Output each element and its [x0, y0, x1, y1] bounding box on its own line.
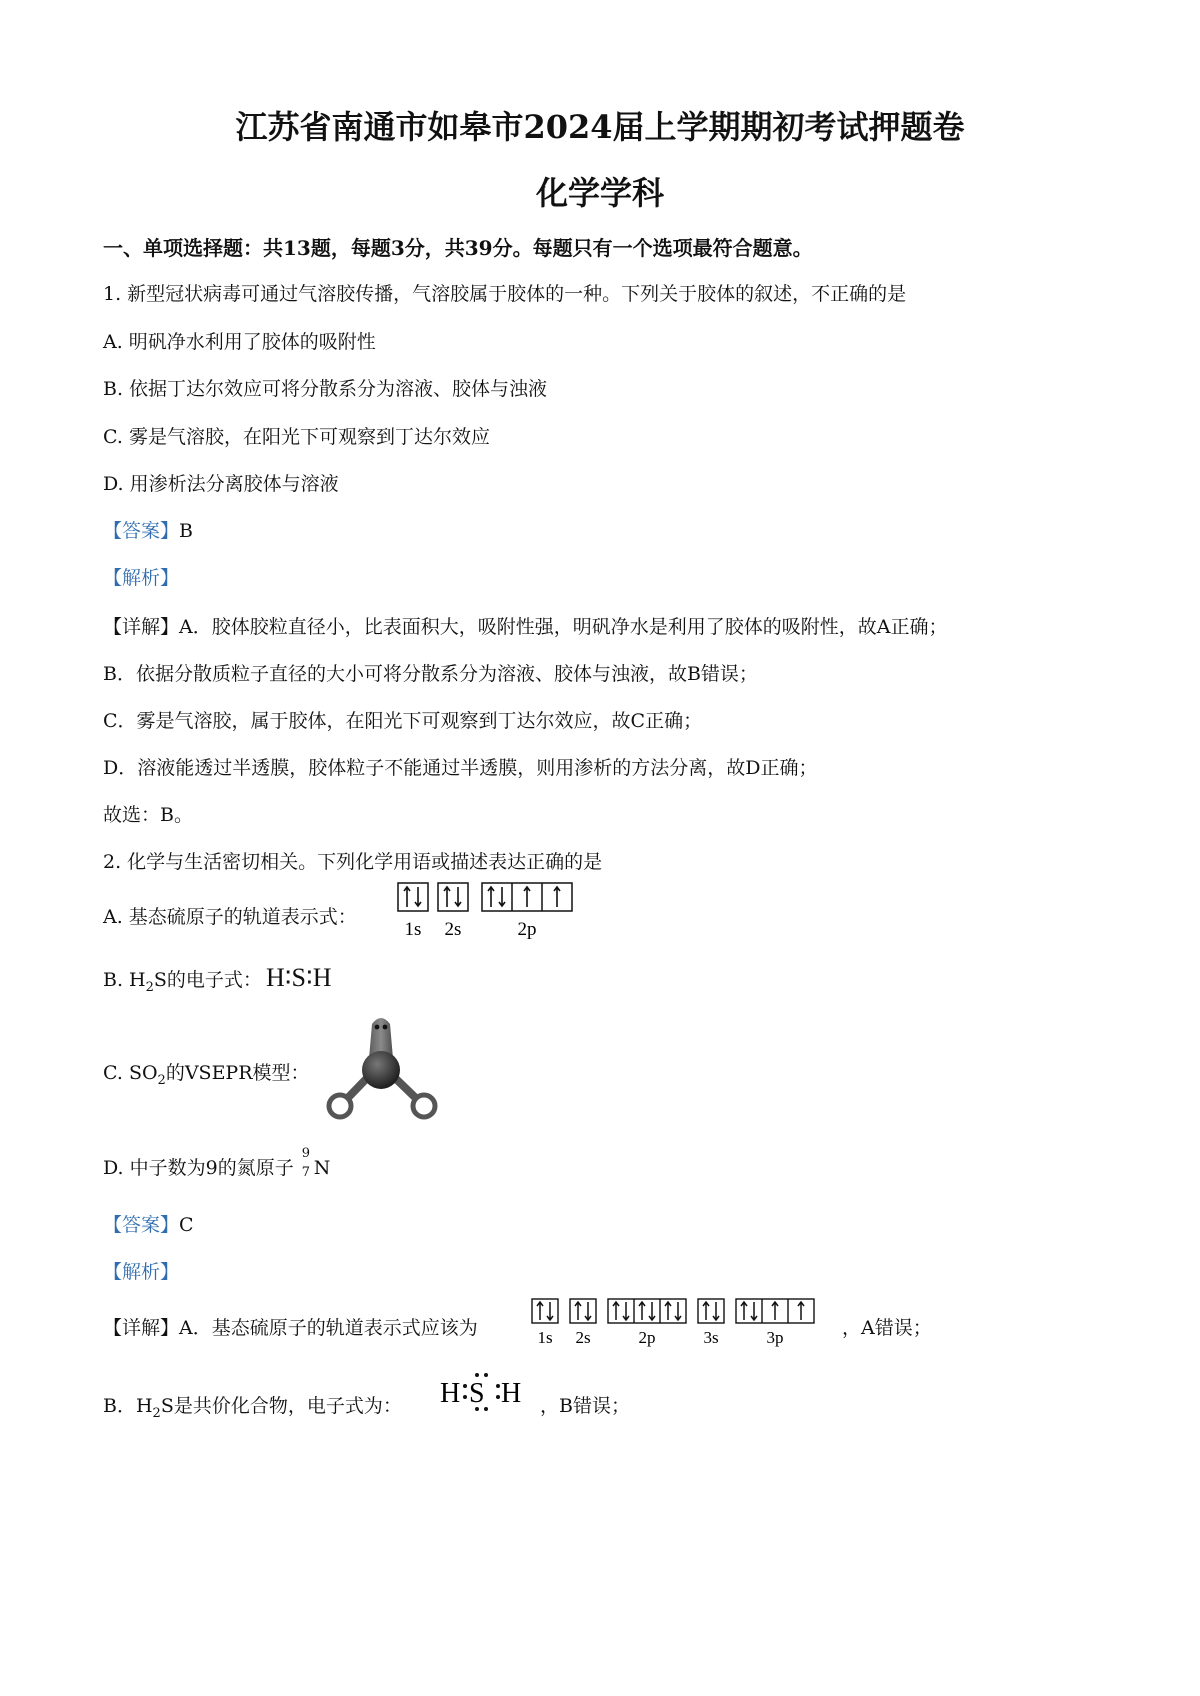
q1-detail-a-text: A．胶体胶粒直径小，比表面积大，吸附性强，明矾净水是利用了胶体的吸附性，故A正确；: [179, 616, 948, 638]
q2-answer-value: C: [179, 1214, 194, 1236]
q1-analysis-tag: 【解析】: [103, 567, 180, 589]
q2-option-b-prefix: B. H: [103, 969, 146, 991]
nuclide-notation: [300, 1146, 314, 1180]
q2-option-c: [103, 1058, 310, 1088]
vsepr-model-image: [326, 1010, 458, 1122]
q2-option-d: [103, 1146, 331, 1180]
lewis-h-left: H: [440, 1378, 461, 1409]
q2-detail-b-text: S是共价化合物，电子式为：: [160, 1395, 402, 1417]
detail-label-1s: 1s: [537, 1328, 553, 1347]
section-heading: 一、单项选择题：共13题，每题3分，共39分。每题只有一个选项最符合题意。: [103, 236, 813, 260]
q2-option-a: A. 基态硫原子的轨道表示式：: [103, 906, 357, 928]
orbital-label-2p: 2p: [517, 919, 537, 940]
q2-detail-b: [103, 1391, 402, 1421]
page-subtitle: 化学学科: [535, 174, 664, 212]
q1-stem: 1. 新型冠状病毒可通过气溶胶传播，气溶胶属于胶体的一种。下列关于胶体的叙述，不正确的是: [103, 283, 907, 305]
q2-answer: [103, 1210, 194, 1237]
q2-option-c-subscript: 2: [157, 1072, 166, 1088]
q2-detail-b-end: ，B错误；: [540, 1395, 630, 1417]
q2-detail-b-subscript: 2: [152, 1405, 161, 1421]
q2-detail-a-text: A．基态硫原子的轨道表示式应该为: [179, 1317, 478, 1339]
detail-label-3p: 3p: [766, 1328, 784, 1347]
q1-option-c: C. 雾是气溶胶，在阳光下可观察到丁达尔效应: [103, 426, 490, 448]
detail-label-2p: 2p: [638, 1328, 656, 1347]
orbital-box-1s: [398, 883, 428, 911]
q2-option-c-prefix: C. SO: [103, 1062, 158, 1084]
q2-detail-a-end: ，A错误；: [842, 1317, 932, 1339]
detail-label-3s: 3s: [703, 1328, 719, 1347]
q1-detail-d: D．溶液能透过半透膜，胶体粒子不能通过半透膜，则用渗析的方法分离，故D正确；: [103, 757, 818, 779]
q1-option-d: D. 用渗析法分离胶体与溶液: [103, 473, 339, 495]
lewis-s: S: [469, 1378, 485, 1409]
q1-option-a: A. 明矾净水利用了胶体的吸附性: [103, 331, 376, 353]
nuclide-atomic-number: 7: [301, 1165, 311, 1180]
q1-detail-c: C．雾是气溶胶，属于胶体，在阳光下可观察到丁达尔效应，故C正确；: [103, 710, 703, 732]
q1-detail-b: B．依据分散质粒子直径的大小可将分散系分为溶液、胶体与浊液，故B错误；: [103, 663, 758, 685]
q1-answer-tag: 【答案】: [103, 520, 180, 542]
q2-option-b-subscript: 2: [145, 979, 154, 995]
detail-label-2s: 2s: [575, 1328, 591, 1347]
q2-option-c-suffix: 的VSEPR模型：: [165, 1062, 310, 1084]
q2-stem: 2. 化学与生活密切相关。下列化学用语或描述表达正确的是: [103, 851, 603, 873]
q2-detail-orbital-diagram: [530, 1297, 820, 1349]
orbital-box-2s: [438, 883, 468, 911]
q1-detail-tag: 【详解】: [103, 616, 180, 638]
nuclide-mass-number: 9: [301, 1146, 311, 1161]
orbital-label-2s: 2s: [444, 919, 462, 940]
q2-option-a-orbital-diagram: [396, 881, 586, 941]
q2-answer-tag: 【答案】: [103, 1214, 180, 1236]
q2-option-b-suffix: S的电子式：: [153, 969, 262, 991]
q1-answer: [103, 516, 193, 543]
lewis-h-right: H: [501, 1378, 522, 1409]
q2-analysis-tag: 【解析】: [103, 1261, 180, 1283]
q2-option-d-text: D. 中子数为9的氮原子: [103, 1157, 294, 1179]
q2-detail-b-prefix: B．H: [103, 1395, 153, 1417]
q2-option-b: [103, 963, 331, 995]
q1-conclusion: 故选：B。: [103, 804, 193, 826]
orbital-label-1s: 1s: [404, 919, 422, 940]
q2-detail-a: [103, 1313, 478, 1340]
q1-answer-value: B: [179, 520, 193, 542]
orbital-boxes-2p: [482, 883, 572, 911]
q1-detail-a: [103, 612, 947, 639]
page-title: 江苏省南通市如皋市2024届上学期期初考试押题卷: [235, 108, 965, 146]
nuclide-symbol: N: [313, 1157, 331, 1179]
q1-option-b: B. 依据丁达尔效应可将分散系分为溶液、胶体与浊液: [103, 378, 548, 400]
q2-option-b-formula: H∶S∶H: [265, 963, 332, 992]
q2-detail-tag: 【详解】: [103, 1317, 180, 1339]
h2s-lewis-structure: [438, 1368, 522, 1414]
